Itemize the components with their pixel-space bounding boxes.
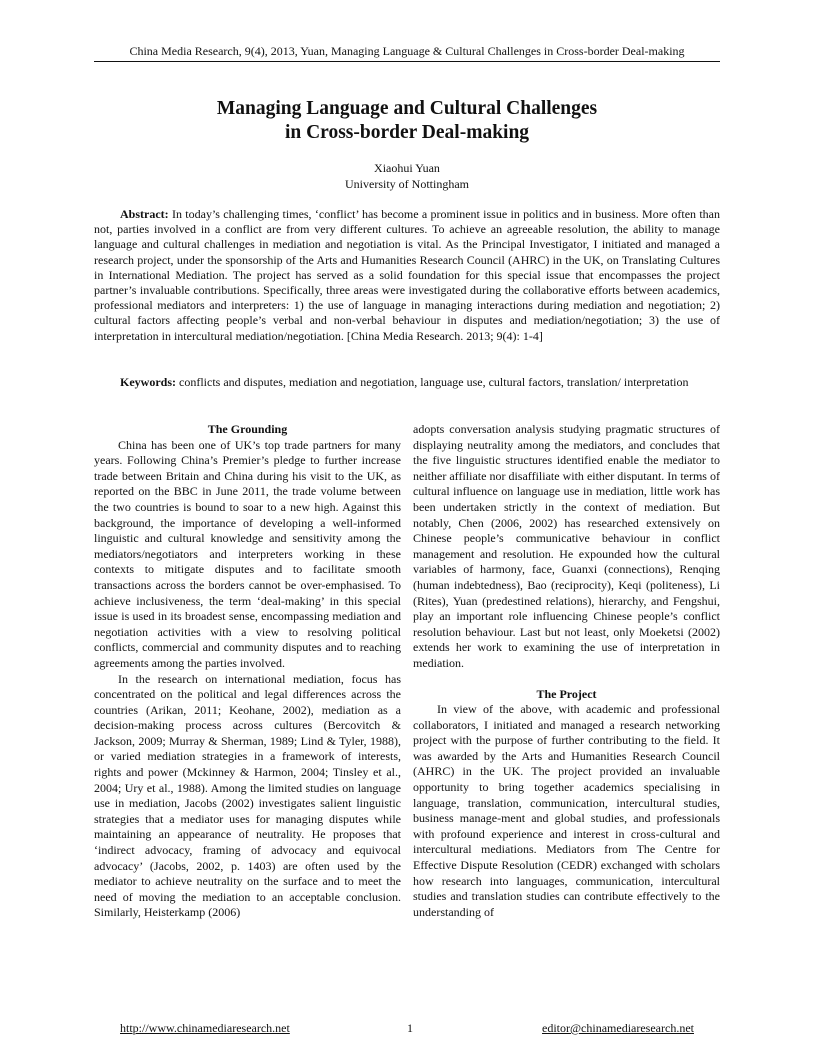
author-block [94,160,720,192]
website-link[interactable]: http://www.chinamediaresearch.net [120,1021,290,1035]
header-divider [94,61,720,62]
abstract [94,207,720,344]
keywords-text: conflicts and disputes, mediation and negotiation, language use, cultural factors, translation/ interpretation [176,375,689,389]
section-heading-project: The Project [536,686,597,701]
author-affiliation: University of Nottingham [345,177,469,191]
left-column [94,422,401,921]
paper-title [94,97,720,145]
abstract-text: In today’s challenging times, ‘conflict’ has become a prominent issue in politics and in business. More often than not, parties involved in a conflict are from very different cultures. To achieve an agreeable resolution, the ability to manage language and cultural challenges in mediation and negotiation is vital. As the Principal Investigator, I initiated and managed a research project, under the sponsorship of the Arts and Humanities Research Council (AHRC) in the UK, on Translating Cultures in International Mediation. The project has served as a solid foundation for this special issue that encompasses the project partner’s invaluable contributions. Specifically, three areas were investigated during the collaborative efforts between academics, professional mediators and interpreters: 1) the use of language in managing interactions during mediation and negotiation; 2) cultural factors affecting people’s verbal and non-verbal behaviour in disputes and mediation/negotiation; 3) the use of interpretation in intercultural mediation/negotiation. [China Media Research. 2013; 9(4): 1-4] [94,207,720,343]
body-paragraph: In view of the above, with academic and professional collaborators, I initiated and managed a research networking project with the purpose of further contributing to the field. It was awarded by the Arts and Humanities Research Council (AHRC) in the UK. The project provided an invaluable opportunity to bring together academics specialising in language, translation, communication, intercultural studies, business manage-ment and global studies, and professionals with profound experience and interest in cross-cultural and intercultural mediations. Mediators from The Centre for Effective Dispute Resolution (CEDR) exchanged with scholars how research into languages, communication, intercultural studies and translation studies can contribute effectively to the understanding of [413,702,720,919]
running-header: China Media Research, 9(4), 2013, Yuan, Managing Language & Cultural Challenges in Cross-border Deal-making [129,44,685,58]
author-name: Xiaohui Yuan [374,161,440,175]
keywords-label: Keywords: [120,375,176,389]
body-paragraph: China has been one of UK’s top trade partners for many years. Following China’s Premier’s pledge to further increase trade between Britain and China during his visit to the UK, as reported on the BBC in June 2011, the trade volume between the two countries is bound to soar to a new high. Against this background, the importance of developing a well-informed linguistic and cultural knowledge and sensitivity among the mediators/negotiators and interpreters working in these contexts to mitigate disputes and to facilitate smooth transactions across the borders cannot be over-emphasised. To achieve inclusiveness, the term ‘deal-making’ in this special issue is used in its broadest sense, encompassing mediation and negotiation activities with a view to resolving political conflicts, commercial and community disputes and to reaching agreements among the parties involved. [94,437,401,670]
body-paragraph: adopts conversation analysis studying pragmatic structures of displaying neutrality among the mediators, and concludes that the five linguistic structures identified enable the mediator to neither affiliate nor disaffiliate with either disputant. In terms of cultural influence on language use in mediation, little work has been undertaken strictly in the context of mediation. But notably, Chen (2006, 2002) has researched extensively on Chinese people’s communicative behaviour in conflict management and resolution. He expounded how the cultural variables of harmony, face, Guanxi (connections), Renqing (human indebtedness), Bao (reciprocity), Keqi (politeness), Li (Rites), Yuan (predestined relations), hierarchy, and Fengshui, play an important role influencing Chinese people’s conflict resolution behaviour. Last but not least, only Moeketsi (2002) extends her work to examining the use of interpretation in mediation. [413,422,720,670]
keywords [94,375,720,390]
email-link[interactable]: editor@chinamediaresearch.net [542,1021,694,1035]
title-line-1: Managing Language and Cultural Challenges [216,98,598,119]
page-number: 1 [407,1021,413,1035]
page-footer [94,1020,720,1036]
title-line-2: in Cross-border Deal-making [284,122,530,143]
abstract-label: Abstract: [120,207,169,221]
body-paragraph: In the research on international mediation, focus has concentrated on the political and legal differences across the countries (Arikan, 2011; Keohane, 2002), mediation as a decision-making process across cultures (Bercovitch & Jackson, 2009; Murray & Sherman, 1989; Lind & Tyler, 1988), or varied mediation strategies in a framework of interests, rights and power (Mckinney & Harmon, 2004; Tinsley et al., 2004; Ury et al., 1988). Among the limited studies on language use in mediation, Jacobs (2002) investigates salient linguistic strategies that a mediator uses for managing disputes while maintaining an appearance of neutrality. He proposes that ‘indirect advocacy, framing of advocacy and equivocal advocacy’ (Jacobs, 2002, p. 1403) are often used by the mediator to achieve neutrality on the surface and to meet the need of moving the mediation to an acceptable conclusion. Similarly, Heisterkamp (2006) [94,671,401,920]
section-heading-grounding: The Grounding [207,422,288,436]
right-column [413,422,720,920]
